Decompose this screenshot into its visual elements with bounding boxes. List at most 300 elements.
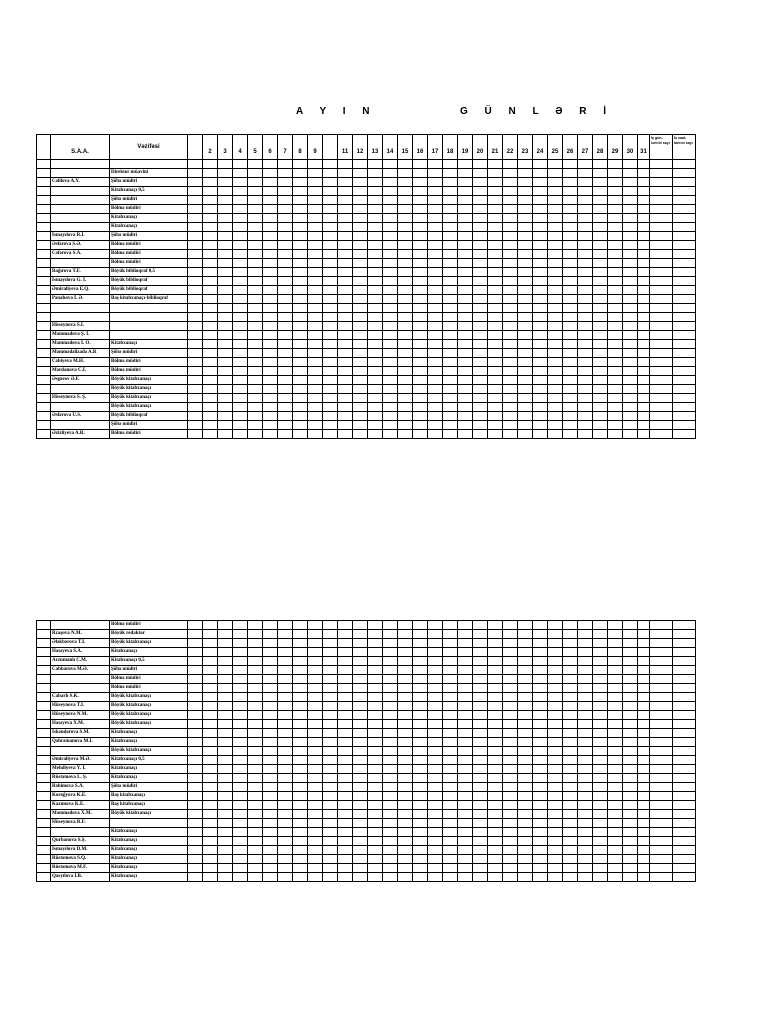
row-number-cell — [37, 196, 51, 205]
day-cell — [188, 412, 203, 421]
day-cell — [638, 747, 650, 756]
day-cell — [533, 801, 548, 810]
day-cell — [218, 178, 233, 187]
day-cell — [398, 403, 413, 412]
header-day: 31 — [638, 135, 650, 160]
day-cell — [248, 792, 263, 801]
day-cell — [368, 160, 383, 169]
day-cell — [593, 214, 608, 223]
day-cell — [278, 331, 293, 340]
day-cell — [413, 837, 428, 846]
day-cell — [248, 232, 263, 241]
day-cell — [593, 729, 608, 738]
day-cell — [353, 774, 368, 783]
day-cell — [563, 430, 578, 439]
day-cell — [608, 756, 623, 765]
day-cell — [650, 783, 673, 792]
day-cell — [473, 367, 488, 376]
day-cell — [308, 313, 323, 322]
day-cell — [608, 711, 623, 720]
day-cell — [623, 394, 638, 403]
day-cell — [673, 376, 696, 385]
day-cell — [488, 774, 503, 783]
day-cell — [233, 639, 248, 648]
day-cell — [608, 792, 623, 801]
day-cell — [308, 358, 323, 367]
day-cell — [248, 169, 263, 178]
row-number-cell — [37, 313, 51, 322]
day-cell — [218, 322, 233, 331]
day-cell — [548, 349, 563, 358]
table-row — [37, 367, 696, 376]
day-cell — [188, 819, 203, 828]
day-cell — [608, 376, 623, 385]
day-cell — [203, 412, 218, 421]
day-cell — [203, 693, 218, 702]
day-cell — [650, 340, 673, 349]
day-cell — [203, 846, 218, 855]
day-cell — [203, 747, 218, 756]
day-cell — [248, 675, 263, 684]
day-cell — [383, 819, 398, 828]
day-cell — [518, 385, 533, 394]
day-cell — [203, 358, 218, 367]
day-cell — [518, 720, 533, 729]
table-row — [37, 205, 696, 214]
day-cell — [398, 214, 413, 223]
day-cell — [473, 747, 488, 756]
day-cell — [263, 187, 278, 196]
day-cell — [608, 268, 623, 277]
day-cell — [383, 187, 398, 196]
employee-position: Böyük kitabxanaçı — [110, 693, 188, 702]
day-cell — [248, 783, 263, 792]
employee-position — [110, 322, 188, 331]
day-cell — [188, 268, 203, 277]
day-cell — [293, 693, 308, 702]
employee-name: Hüseynova R.F. — [51, 819, 110, 828]
day-cell — [638, 864, 650, 873]
day-cell — [473, 259, 488, 268]
day-cell — [398, 232, 413, 241]
day-cell — [248, 349, 263, 358]
day-cell — [353, 286, 368, 295]
day-cell — [428, 765, 443, 774]
day-cell — [548, 711, 563, 720]
day-cell — [428, 313, 443, 322]
day-cell — [673, 304, 696, 313]
day-cell — [203, 837, 218, 846]
day-cell — [503, 412, 518, 421]
day-cell — [323, 657, 338, 666]
day-cell — [458, 738, 473, 747]
day-cell — [428, 286, 443, 295]
day-cell — [368, 801, 383, 810]
header-name: S.A.A. — [51, 135, 110, 160]
day-cell — [353, 232, 368, 241]
table-row — [37, 403, 696, 412]
day-cell — [518, 178, 533, 187]
day-cell — [278, 214, 293, 223]
day-cell — [203, 801, 218, 810]
day-cell — [488, 241, 503, 250]
day-cell — [368, 684, 383, 693]
day-cell — [443, 304, 458, 313]
table-row — [37, 394, 696, 403]
day-cell — [308, 160, 323, 169]
day-cell — [488, 756, 503, 765]
day-cell — [218, 232, 233, 241]
day-cell — [398, 756, 413, 765]
day-cell — [413, 711, 428, 720]
header-position: Vəzifəsi — [110, 135, 188, 160]
day-cell — [323, 187, 338, 196]
employee-name — [51, 403, 110, 412]
day-cell — [533, 277, 548, 286]
day-cell — [338, 864, 353, 873]
day-cell — [248, 738, 263, 747]
day-cell — [503, 403, 518, 412]
day-cell — [458, 313, 473, 322]
day-cell — [323, 738, 338, 747]
day-cell — [293, 729, 308, 738]
day-cell — [638, 223, 650, 232]
day-cell — [248, 801, 263, 810]
day-cell — [248, 648, 263, 657]
day-cell — [578, 747, 593, 756]
day-cell — [458, 430, 473, 439]
day-cell — [233, 205, 248, 214]
day-cell — [608, 349, 623, 358]
day-cell — [368, 349, 383, 358]
day-cell — [278, 774, 293, 783]
day-cell — [578, 711, 593, 720]
table-row — [37, 810, 696, 819]
day-cell — [563, 223, 578, 232]
employee-position: Bölmə müdiri — [110, 241, 188, 250]
employee-name: Arzumanlı C.M. — [51, 657, 110, 666]
day-cell — [278, 801, 293, 810]
day-cell — [673, 873, 696, 882]
day-cell — [503, 205, 518, 214]
day-cell — [623, 250, 638, 259]
day-cell — [308, 187, 323, 196]
day-cell — [548, 729, 563, 738]
day-cell — [353, 394, 368, 403]
day-cell — [203, 430, 218, 439]
day-cell — [338, 729, 353, 738]
employee-position: Böyük kitabxanaçı — [110, 747, 188, 756]
day-cell — [263, 801, 278, 810]
day-cell — [338, 801, 353, 810]
row-number-cell — [37, 693, 51, 702]
day-cell — [323, 376, 338, 385]
day-cell — [578, 403, 593, 412]
day-cell — [458, 675, 473, 684]
day-cell — [673, 675, 696, 684]
day-cell — [413, 205, 428, 214]
day-cell — [593, 259, 608, 268]
day-cell — [533, 828, 548, 837]
day-cell — [578, 756, 593, 765]
day-cell — [608, 765, 623, 774]
day-cell — [548, 702, 563, 711]
day-cell — [488, 648, 503, 657]
timesheet-table-top — [36, 134, 696, 439]
day-cell — [673, 430, 696, 439]
day-cell — [398, 331, 413, 340]
day-cell — [458, 268, 473, 277]
header-day: 22 — [503, 135, 518, 160]
day-cell — [518, 864, 533, 873]
day-cell — [218, 295, 233, 304]
employee-name — [51, 828, 110, 837]
day-cell — [308, 810, 323, 819]
header-day: 30 — [623, 135, 638, 160]
day-cell — [368, 864, 383, 873]
employee-name: Məmmədəlizadə A.R — [51, 349, 110, 358]
day-cell — [503, 675, 518, 684]
day-cell — [233, 675, 248, 684]
day-cell — [383, 394, 398, 403]
day-cell — [488, 621, 503, 630]
day-cell — [443, 774, 458, 783]
day-cell — [488, 205, 503, 214]
day-cell — [458, 801, 473, 810]
day-cell — [650, 864, 673, 873]
row-number-cell — [37, 187, 51, 196]
day-cell — [233, 223, 248, 232]
day-cell — [383, 747, 398, 756]
day-cell — [263, 223, 278, 232]
day-cell — [563, 639, 578, 648]
day-cell — [650, 810, 673, 819]
table-row — [37, 738, 696, 747]
day-cell — [458, 765, 473, 774]
day-cell — [578, 702, 593, 711]
day-cell — [548, 621, 563, 630]
employee-position: Kitabxanaçı — [110, 648, 188, 657]
header-day: 5 — [248, 135, 263, 160]
day-cell — [473, 313, 488, 322]
day-cell — [353, 639, 368, 648]
day-cell — [650, 241, 673, 250]
day-cell — [518, 286, 533, 295]
day-cell — [233, 430, 248, 439]
day-cell — [593, 430, 608, 439]
employee-name: Məmmədova Ş. İ. — [51, 331, 110, 340]
day-cell — [398, 729, 413, 738]
day-cell — [278, 765, 293, 774]
table-row — [37, 639, 696, 648]
day-cell — [413, 394, 428, 403]
day-cell — [368, 846, 383, 855]
day-cell — [593, 648, 608, 657]
day-cell — [218, 340, 233, 349]
day-cell — [323, 277, 338, 286]
day-cell — [623, 729, 638, 738]
day-cell — [248, 702, 263, 711]
employee-name — [51, 196, 110, 205]
day-cell — [563, 214, 578, 223]
day-cell — [473, 268, 488, 277]
day-cell — [428, 648, 443, 657]
day-cell — [308, 286, 323, 295]
day-cell — [233, 304, 248, 313]
day-cell — [608, 639, 623, 648]
day-cell — [368, 403, 383, 412]
day-cell — [578, 160, 593, 169]
day-cell — [338, 810, 353, 819]
day-cell — [533, 837, 548, 846]
day-cell — [488, 160, 503, 169]
day-cell — [233, 693, 248, 702]
day-cell — [548, 295, 563, 304]
employee-position: Şöbə müdiri — [110, 666, 188, 675]
day-cell — [368, 729, 383, 738]
day-cell — [638, 322, 650, 331]
day-cell — [518, 765, 533, 774]
day-cell — [293, 214, 308, 223]
day-cell — [308, 630, 323, 639]
day-cell — [533, 756, 548, 765]
day-cell — [278, 394, 293, 403]
table-row — [37, 711, 696, 720]
day-cell — [248, 187, 263, 196]
table-row — [37, 774, 696, 783]
row-number-cell — [37, 412, 51, 421]
day-cell — [203, 639, 218, 648]
day-cell — [673, 205, 696, 214]
day-cell — [548, 756, 563, 765]
day-cell — [338, 358, 353, 367]
day-cell — [353, 738, 368, 747]
day-cell — [308, 657, 323, 666]
day-cell — [248, 394, 263, 403]
day-cell — [398, 684, 413, 693]
day-cell — [323, 169, 338, 178]
day-cell — [323, 792, 338, 801]
day-cell — [338, 720, 353, 729]
day-cell — [323, 855, 338, 864]
day-cell — [233, 783, 248, 792]
day-cell — [338, 675, 353, 684]
day-cell — [458, 241, 473, 250]
day-cell — [488, 412, 503, 421]
row-number-cell — [37, 684, 51, 693]
day-cell — [383, 259, 398, 268]
day-cell — [428, 846, 443, 855]
day-cell — [338, 322, 353, 331]
day-cell — [563, 621, 578, 630]
day-cell — [428, 178, 443, 187]
day-cell — [443, 738, 458, 747]
employee-name: Rzaşova N.M. — [51, 630, 110, 639]
day-cell — [458, 630, 473, 639]
day-cell — [443, 223, 458, 232]
day-cell — [473, 340, 488, 349]
day-cell — [383, 313, 398, 322]
day-cell — [563, 232, 578, 241]
day-cell — [578, 810, 593, 819]
header-day: 14 — [383, 135, 398, 160]
day-cell — [503, 873, 518, 882]
day-cell — [248, 250, 263, 259]
day-cell — [368, 792, 383, 801]
day-cell — [428, 412, 443, 421]
day-cell — [203, 864, 218, 873]
day-cell — [650, 277, 673, 286]
day-cell — [458, 295, 473, 304]
day-cell — [548, 340, 563, 349]
day-cell — [650, 385, 673, 394]
day-cell — [233, 711, 248, 720]
day-cell — [503, 160, 518, 169]
day-cell — [338, 702, 353, 711]
day-cell — [203, 223, 218, 232]
day-cell — [458, 340, 473, 349]
day-cell — [518, 358, 533, 367]
day-cell — [533, 250, 548, 259]
day-cell — [673, 421, 696, 430]
day-cell — [563, 178, 578, 187]
day-cell — [428, 774, 443, 783]
day-cell — [308, 169, 323, 178]
day-cell — [650, 232, 673, 241]
day-cell — [428, 268, 443, 277]
day-cell — [443, 403, 458, 412]
day-cell — [548, 684, 563, 693]
day-cell — [650, 828, 673, 837]
day-cell — [218, 639, 233, 648]
day-cell — [488, 277, 503, 286]
day-cell — [533, 855, 548, 864]
day-cell — [673, 828, 696, 837]
day-cell — [188, 792, 203, 801]
table-row — [37, 160, 696, 169]
day-cell — [413, 430, 428, 439]
day-cell — [263, 648, 278, 657]
day-cell — [233, 756, 248, 765]
day-cell — [458, 385, 473, 394]
row-number-cell — [37, 756, 51, 765]
day-cell — [608, 747, 623, 756]
day-cell — [428, 621, 443, 630]
header-day: 25 — [548, 135, 563, 160]
day-cell — [533, 169, 548, 178]
day-cell — [278, 747, 293, 756]
day-cell — [233, 331, 248, 340]
day-cell — [673, 223, 696, 232]
row-number-cell — [37, 250, 51, 259]
day-cell — [563, 313, 578, 322]
day-cell — [233, 169, 248, 178]
day-cell — [398, 223, 413, 232]
day-cell — [263, 756, 278, 765]
day-cell — [263, 846, 278, 855]
day-cell — [443, 286, 458, 295]
day-cell — [578, 232, 593, 241]
day-cell — [623, 873, 638, 882]
day-cell — [608, 385, 623, 394]
day-cell — [248, 657, 263, 666]
day-cell — [233, 196, 248, 205]
table-row — [37, 630, 696, 639]
day-cell — [353, 621, 368, 630]
day-cell — [548, 232, 563, 241]
day-cell — [383, 340, 398, 349]
employee-name: Cəfərova S.A. — [51, 250, 110, 259]
